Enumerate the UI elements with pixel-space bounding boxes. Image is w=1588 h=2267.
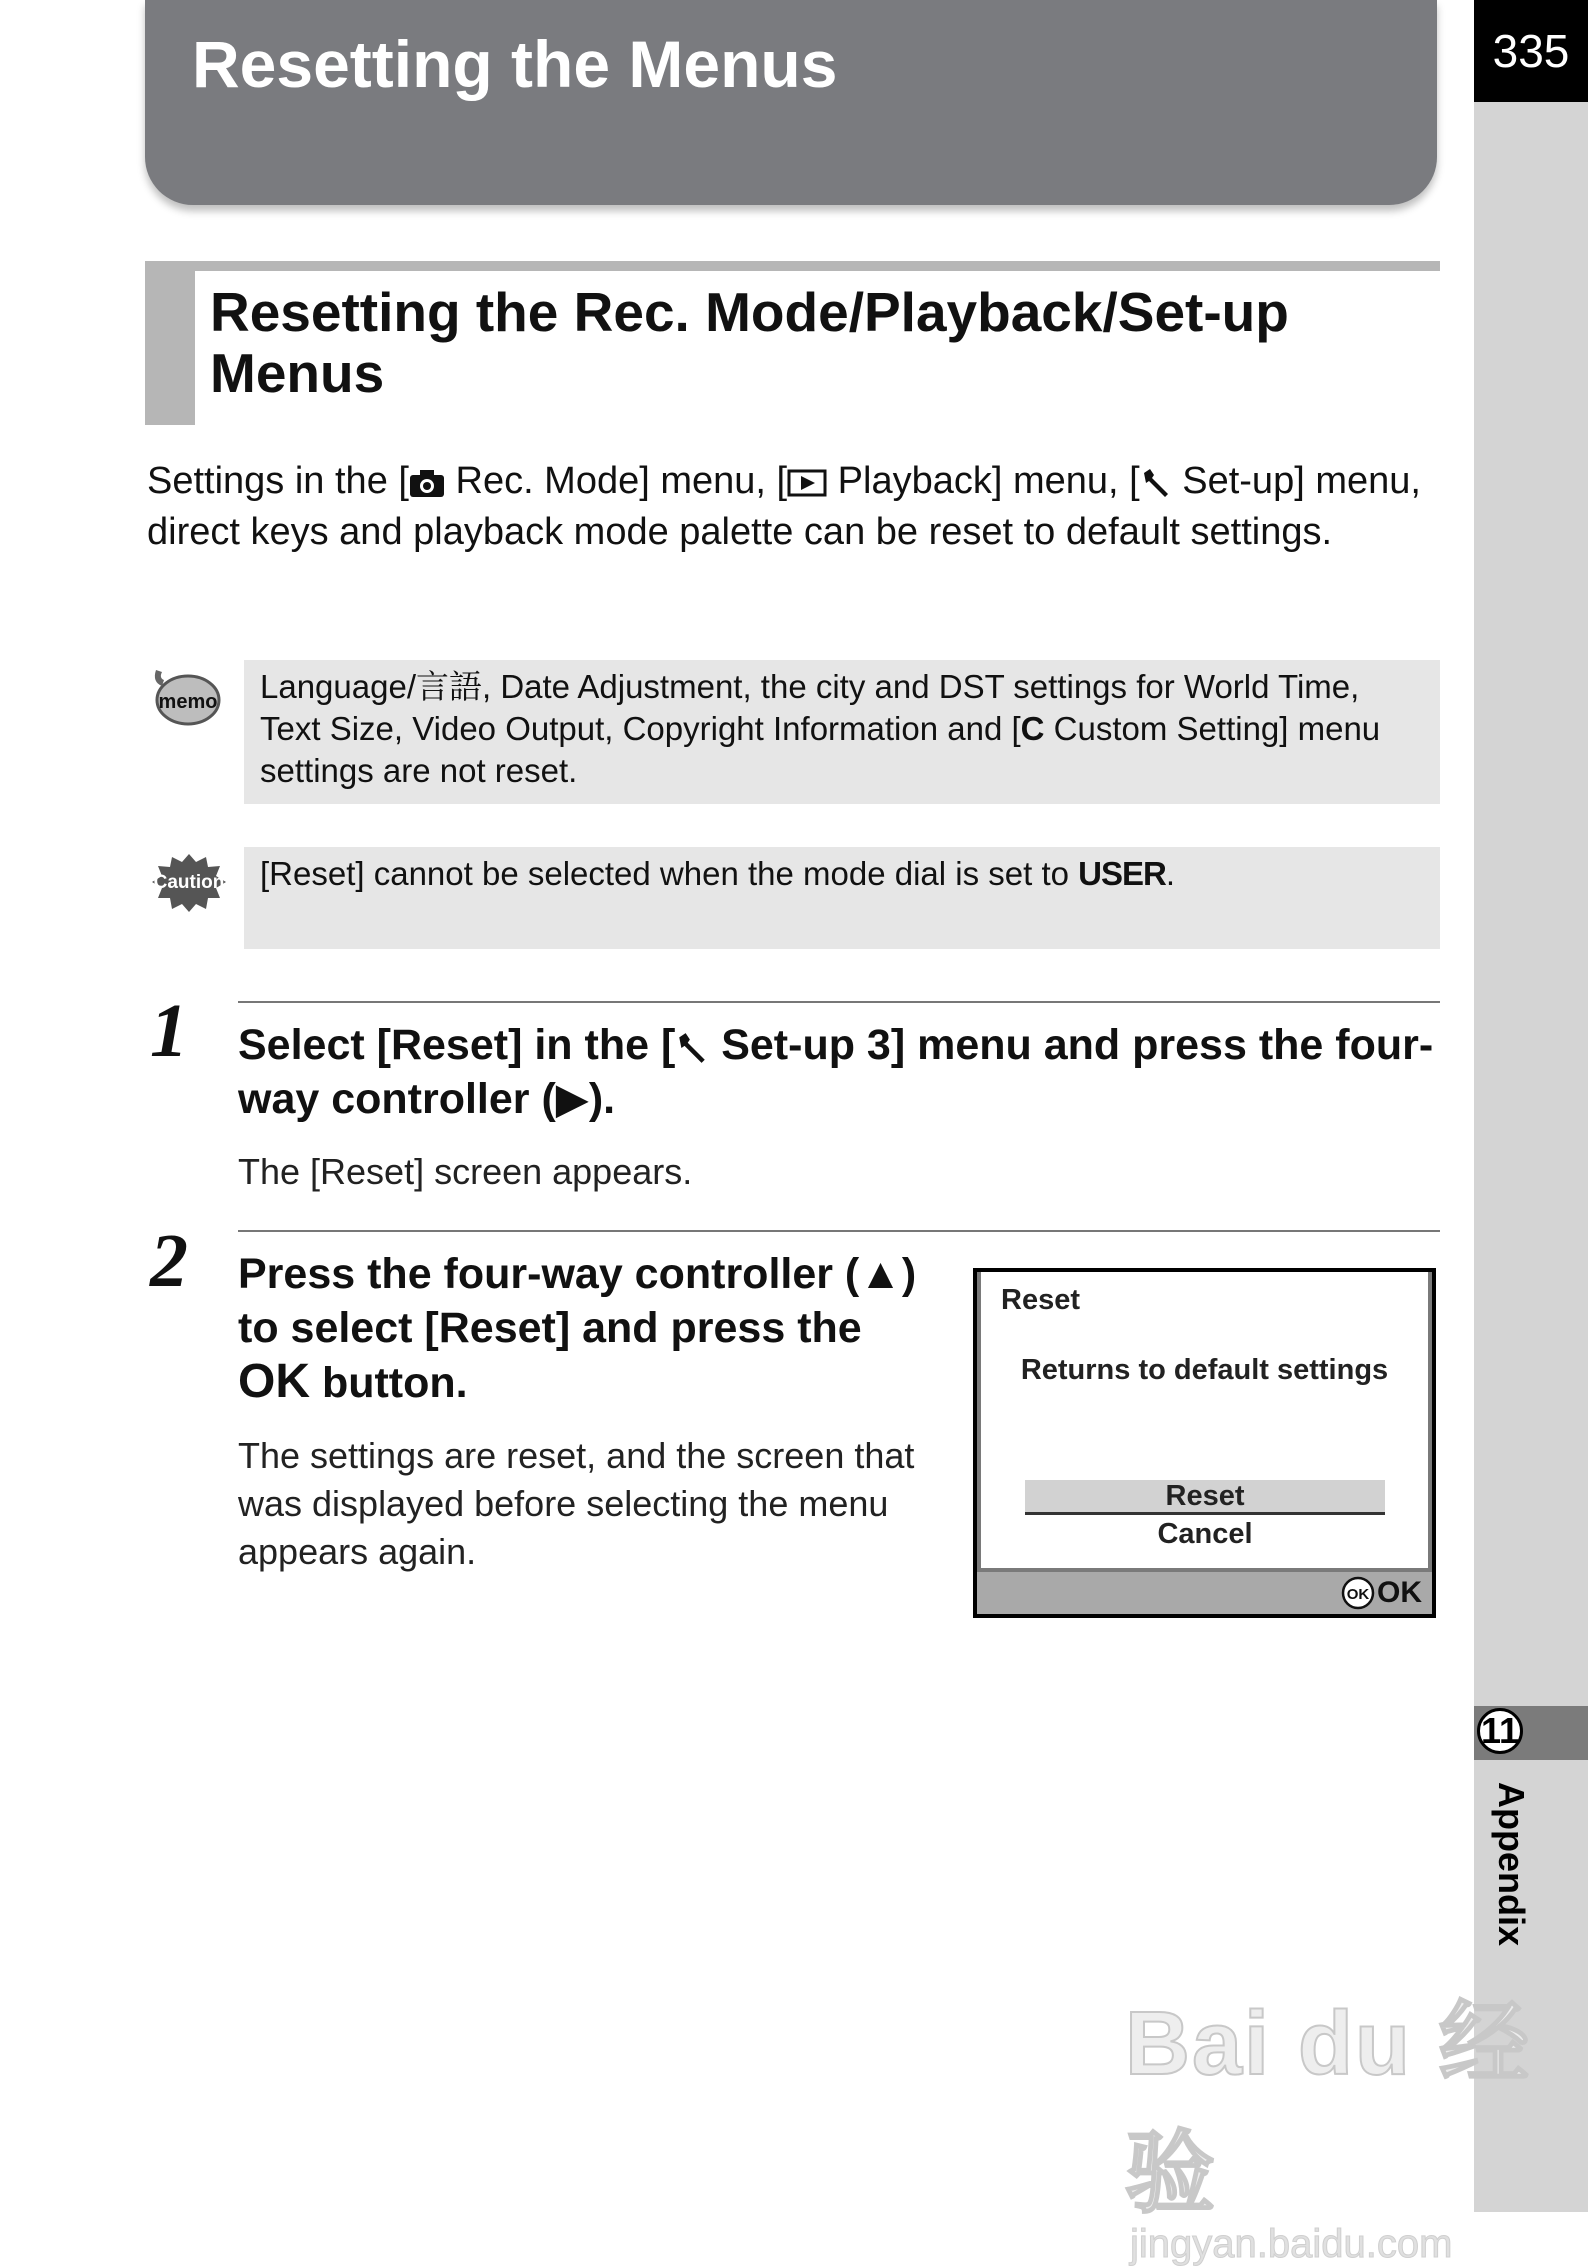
chapter-title: Resetting the Menus (192, 27, 838, 101)
ok-button-glyph: OK (238, 1355, 310, 1408)
caution-text (244, 847, 1440, 901)
intro-text-2: Rec. Mode] menu, [ (444, 460, 788, 502)
cancel-option[interactable]: Cancel (1157, 1518, 1253, 1550)
playback-icon (787, 468, 827, 498)
section-title: Resetting the Rec. Mode/Playback/Set-up Menus (210, 281, 1289, 404)
step-1-number: 1 (150, 989, 188, 1073)
intro-text-3: Playback] menu, [ (827, 460, 1140, 502)
memo-text (244, 660, 1440, 798)
section-bar (145, 261, 195, 425)
section-rule (145, 261, 1440, 271)
caution-text-part1: [Reset] cannot be selected when the mode dial is set to (260, 855, 1079, 892)
ok-confirm[interactable] (1341, 1576, 1422, 1610)
wrench-icon (675, 1031, 709, 1065)
memo-text-part2: Custom Setting] menu settings are not reset. (260, 710, 1381, 789)
custom-setting-icon: C (1020, 710, 1045, 747)
camera-icon (409, 468, 445, 498)
screen-message: Returns to default settings (1020, 1354, 1389, 1386)
ok-button-icon-label: OK (1346, 1586, 1370, 1603)
step-1-title-part1: Select [Reset] in the [ (238, 1021, 676, 1069)
step-2-rule (238, 1230, 1440, 1232)
memo-icon (150, 664, 222, 735)
watermark-url: jingyan.baidu.com (1130, 2222, 1453, 2266)
step-1-rule (238, 1001, 1440, 1003)
intro-text-4: Set-up] menu, direct keys and playback mode palette can be reset to default settings. (147, 460, 1421, 553)
caution-icon (150, 852, 228, 919)
caution-text-part2: . (1165, 855, 1176, 892)
caution-icon-label: Caution (153, 872, 225, 893)
step-2-title-line3-text: button. (310, 1359, 468, 1407)
screen-title: Reset (1001, 1284, 1080, 1316)
reset-option[interactable]: Reset (1025, 1480, 1385, 1515)
step-2-title-line3 (238, 1355, 938, 1410)
caution-box (244, 847, 1440, 949)
chapter-name: Appendix (1491, 1782, 1532, 1947)
step-2-body: The settings are reset, and the screen that was displayed before selecting the menu appears again. (238, 1435, 915, 1572)
chapter-number-badge: 11 (1477, 1708, 1523, 1754)
camera-reset-screen (973, 1268, 1436, 1618)
wrench-icon (1140, 467, 1172, 499)
intro-text-1: Settings in the [ (147, 460, 409, 502)
ok-button-icon (1341, 1576, 1375, 1610)
intro-paragraph (147, 456, 1447, 558)
screen-footer (977, 1572, 1432, 1614)
step-1-title-part2: Set-up 3] menu and press the four-way controller (▶). (238, 1021, 1434, 1123)
memo-text-part1: Language/言語, Date Adjustment, the city and DST settings for World Time, Text Size, Video Output, Copyright Information and [ (260, 668, 1360, 747)
watermark-logo-text: Bai du 经验 (1125, 1994, 1532, 2224)
step-2-title-line1: Press the four-way controller (▲) (238, 1250, 917, 1298)
step-2-number: 2 (150, 1219, 188, 1303)
step-2-title-line2: to select [Reset] and press the (238, 1304, 862, 1352)
memo-icon-label: memo (158, 691, 218, 713)
step-2-title (238, 1247, 938, 1410)
page-number: 335 (1474, 0, 1588, 102)
step-1-body: The [Reset] screen appears. (238, 1151, 693, 1192)
baidu-watermark (1125, 1970, 1588, 2267)
step-1-title (238, 1018, 1448, 1126)
memo-box (244, 660, 1440, 804)
ok-label: OK (1377, 1576, 1422, 1609)
user-mode-label: USER (1078, 855, 1166, 892)
